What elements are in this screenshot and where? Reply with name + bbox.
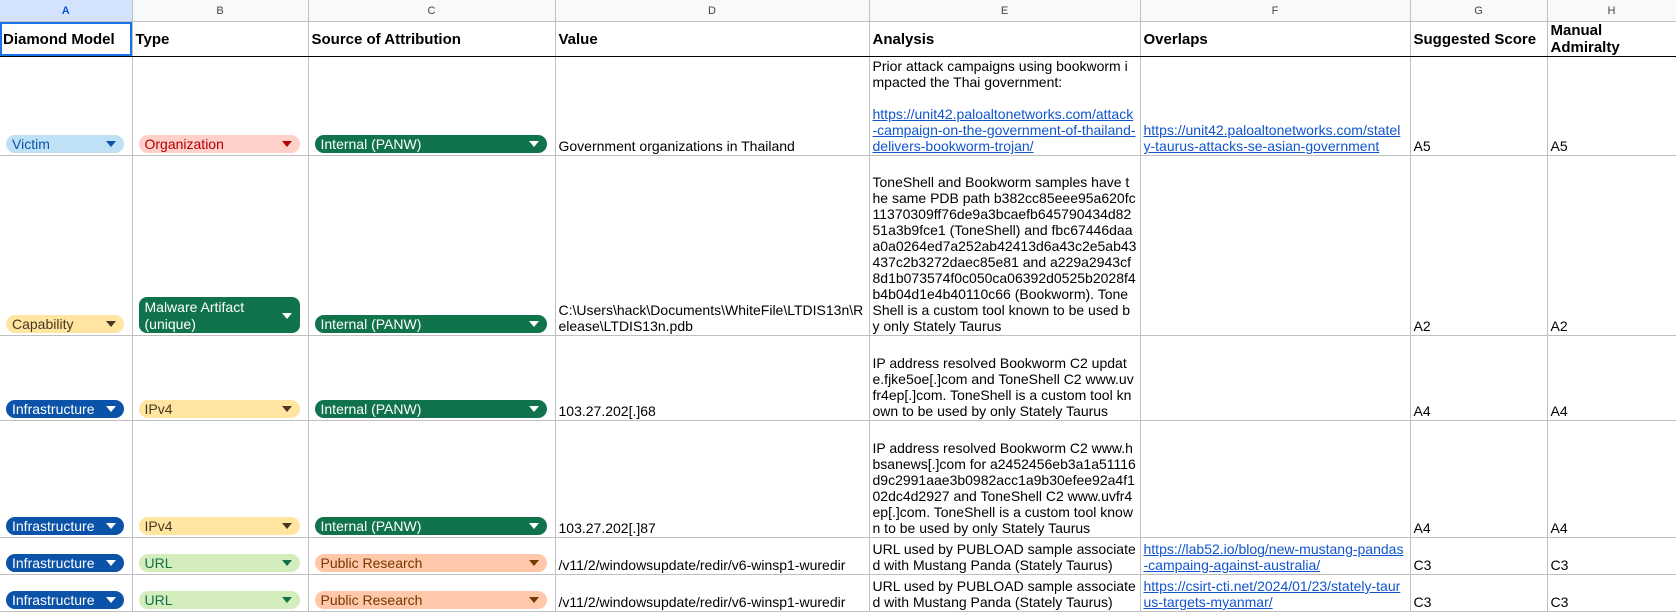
value-cell[interactable]: 103.27.202[.]87 bbox=[555, 421, 869, 538]
chevron-down-icon bbox=[282, 406, 292, 412]
chevron-down-icon bbox=[282, 141, 292, 147]
overlaps-cell[interactable] bbox=[1140, 538, 1410, 575]
header-manual-admiralty[interactable]: Manual Admiralty bbox=[1547, 22, 1676, 57]
analysis-cell[interactable]: IP address resolved Bookworm C2 update.fjke5oe[.]com and ToneShell C2 www.uvfr4ep[.]com. ToneShell is a custom tool known to be used by only Stately Taurus bbox=[869, 336, 1140, 421]
analysis-cell[interactable]: IP address resolved Bookworm C2 www.hbsanews[.]com for a2452456eb3a1a51116d9c2991aae3b0982acc1a9b30efee92a4f102dc4d2927 and ToneShell C2 www.uvfr4ep[.]com. ToneShell is a custom tool known to be used by only Stately Taurus bbox=[869, 421, 1140, 538]
overlaps-cell[interactable] bbox=[1140, 156, 1410, 336]
source-chip[interactable]: Internal (PANW) bbox=[315, 135, 547, 153]
source-chip[interactable]: Public Research bbox=[315, 554, 547, 572]
header-row bbox=[0, 22, 1676, 57]
overlaps-cell[interactable] bbox=[1140, 57, 1410, 156]
column-header-f[interactable]: F bbox=[1140, 0, 1410, 22]
analysis-cell[interactable]: Prior attack campaigns using bookworm impacted the Thai government: https://unit42.paloaltonetworks.com/attack-campaign-on-the-government-of-thailand-delivers-bookworm-trojan/ bbox=[869, 57, 1140, 156]
chevron-down-icon bbox=[106, 523, 116, 529]
overlaps-cell[interactable] bbox=[1140, 421, 1410, 538]
manual-admiralty-cell[interactable]: A5 bbox=[1547, 57, 1676, 156]
manual-admiralty-cell[interactable]: A4 bbox=[1547, 421, 1676, 538]
type-chip[interactable]: Malware Artifact (unique) bbox=[139, 297, 300, 333]
diamond-chip[interactable]: Capability bbox=[6, 315, 124, 333]
chevron-down-icon bbox=[282, 313, 292, 319]
header-type[interactable]: Type bbox=[132, 22, 308, 57]
chevron-down-icon bbox=[106, 406, 116, 412]
column-header-b[interactable]: B bbox=[132, 0, 308, 22]
analysis-cell[interactable]: URL used by PUBLOAD sample associated with Mustang Panda (Stately Taurus) bbox=[869, 538, 1140, 575]
column-header-h[interactable]: H bbox=[1547, 0, 1676, 22]
chevron-down-icon bbox=[282, 560, 292, 566]
value-cell[interactable]: Government organizations in Thailand bbox=[555, 57, 869, 156]
chevron-down-icon bbox=[529, 406, 539, 412]
type-chip[interactable]: IPv4 bbox=[139, 517, 300, 535]
diamond-cell[interactable] bbox=[0, 57, 132, 156]
analysis-link[interactable]: https://unit42.paloaltonetworks.com/attack-campaign-on-the-government-of-thailand-delivers-bookworm-trojan/ bbox=[872, 106, 1136, 154]
type-cell[interactable] bbox=[132, 575, 308, 612]
diamond-chip[interactable]: Infrastructure bbox=[6, 591, 124, 609]
overlaps-cell[interactable] bbox=[1140, 575, 1410, 612]
source-chip[interactable]: Public Research bbox=[315, 591, 547, 609]
table-row bbox=[0, 57, 1676, 156]
manual-admiralty-cell[interactable]: A2 bbox=[1547, 156, 1676, 336]
manual-admiralty-cell[interactable]: C3 bbox=[1547, 538, 1676, 575]
chevron-down-icon bbox=[106, 597, 116, 603]
source-chip[interactable]: Internal (PANW) bbox=[315, 400, 547, 418]
header-value[interactable]: Value bbox=[555, 22, 869, 57]
chevron-down-icon bbox=[529, 321, 539, 327]
type-chip[interactable]: URL bbox=[139, 554, 300, 572]
source-cell[interactable] bbox=[308, 421, 555, 538]
analysis-cell[interactable]: ToneShell and Bookworm samples have the same PDB path b382cc85eee95a620fc11370309ff76de9a3bcaefb645790434d8251a3b9fce1 (ToneShell) and fbc67446daaa0a0264ed7a252ab42413d6a43c2e5ab43437c2b3272daec85e81 and a229a2943cf8d1b073574f0c050ca06392d0525b2028f4b4b04d1e4b40110c66 (Bookworm). ToneShell is a custom tool known to be used by only Stately Taurus bbox=[869, 156, 1140, 336]
column-header-e[interactable]: E bbox=[869, 0, 1140, 22]
table-row bbox=[0, 538, 1676, 575]
column-letter-row bbox=[0, 0, 1676, 22]
chevron-down-icon bbox=[529, 523, 539, 529]
suggested-score-cell[interactable]: A5 bbox=[1410, 57, 1547, 156]
diamond-chip[interactable]: Victim bbox=[6, 135, 124, 153]
type-cell[interactable] bbox=[132, 57, 308, 156]
suggested-score-cell[interactable]: A2 bbox=[1410, 156, 1547, 336]
header-overlaps[interactable]: Overlaps bbox=[1140, 22, 1410, 57]
value-cell[interactable]: C:\Users\hack\Documents\WhiteFile\LTDIS13n\Release\LTDIS13n.pdb bbox=[555, 156, 869, 336]
table-row bbox=[0, 156, 1676, 336]
type-chip[interactable]: Organization bbox=[139, 135, 300, 153]
chevron-down-icon bbox=[529, 560, 539, 566]
suggested-score-cell[interactable]: C3 bbox=[1410, 575, 1547, 612]
header-source[interactable]: Source of Attribution bbox=[308, 22, 555, 57]
chevron-down-icon bbox=[106, 321, 116, 327]
source-cell[interactable] bbox=[308, 538, 555, 575]
table-row bbox=[0, 421, 1676, 538]
source-cell[interactable] bbox=[308, 57, 555, 156]
value-cell[interactable]: /v11/2/windowsupdate/redir/v6-winsp1-wuredir bbox=[555, 575, 869, 612]
chevron-down-icon bbox=[282, 597, 292, 603]
column-header-g[interactable]: G bbox=[1410, 0, 1547, 22]
diamond-cell[interactable] bbox=[0, 156, 132, 336]
chevron-down-icon bbox=[106, 141, 116, 147]
diamond-chip[interactable]: Infrastructure bbox=[6, 400, 124, 418]
header-suggested-score[interactable]: Suggested Score bbox=[1410, 22, 1547, 57]
suggested-score-cell[interactable]: C3 bbox=[1410, 538, 1547, 575]
value-cell[interactable]: /v11/2/windowsupdate/redir/v6-winsp1-wuredir bbox=[555, 538, 869, 575]
type-cell[interactable] bbox=[132, 538, 308, 575]
diamond-chip[interactable]: Infrastructure bbox=[6, 517, 124, 535]
value-cell[interactable]: 103.27.202[.]68 bbox=[555, 336, 869, 421]
header-analysis[interactable]: Analysis bbox=[869, 22, 1140, 57]
column-header-d[interactable]: D bbox=[555, 0, 869, 22]
chevron-down-icon bbox=[529, 597, 539, 603]
overlaps-link[interactable]: https://csirt-cti.net/2024/01/23/stately-taurus-targets-myanmar/ bbox=[1143, 578, 1401, 610]
chevron-down-icon bbox=[529, 141, 539, 147]
diamond-cell[interactable] bbox=[0, 575, 132, 612]
suggested-score-cell[interactable]: A4 bbox=[1410, 421, 1547, 538]
diamond-cell[interactable] bbox=[0, 538, 132, 575]
type-chip[interactable]: IPv4 bbox=[139, 400, 300, 418]
type-chip[interactable]: URL bbox=[139, 591, 300, 609]
overlaps-cell[interactable] bbox=[1140, 336, 1410, 421]
source-cell[interactable] bbox=[308, 156, 555, 336]
type-cell[interactable] bbox=[132, 156, 308, 336]
source-cell[interactable] bbox=[308, 336, 555, 421]
table-row bbox=[0, 336, 1676, 421]
manual-admiralty-cell[interactable]: A4 bbox=[1547, 336, 1676, 421]
source-chip[interactable]: Internal (PANW) bbox=[315, 315, 547, 333]
column-header-c[interactable]: C bbox=[308, 0, 555, 22]
suggested-score-cell[interactable]: A4 bbox=[1410, 336, 1547, 421]
table-row bbox=[0, 575, 1676, 612]
diamond-cell[interactable] bbox=[0, 421, 132, 538]
chevron-down-icon bbox=[106, 560, 116, 566]
diamond-chip[interactable]: Infrastructure bbox=[6, 554, 124, 572]
type-cell[interactable] bbox=[132, 421, 308, 538]
source-chip[interactable]: Internal (PANW) bbox=[315, 517, 547, 535]
column-header-a[interactable]: A bbox=[0, 0, 132, 22]
overlaps-link[interactable]: https://lab52.io/blog/new-mustang-pandas-campaing-against-australia/ bbox=[1143, 541, 1404, 573]
chevron-down-icon bbox=[282, 523, 292, 529]
diamond-cell[interactable] bbox=[0, 336, 132, 421]
manual-admiralty-cell[interactable]: C3 bbox=[1547, 575, 1676, 612]
overlaps-link[interactable]: https://unit42.paloaltonetworks.com/stately-taurus-attacks-se-asian-government bbox=[1143, 122, 1401, 154]
source-cell[interactable] bbox=[308, 575, 555, 612]
header-diamond-model[interactable]: Diamond Model bbox=[0, 22, 132, 57]
type-cell[interactable] bbox=[132, 336, 308, 421]
analysis-cell[interactable]: URL used by PUBLOAD sample associated with Mustang Panda (Stately Taurus) bbox=[869, 575, 1140, 612]
